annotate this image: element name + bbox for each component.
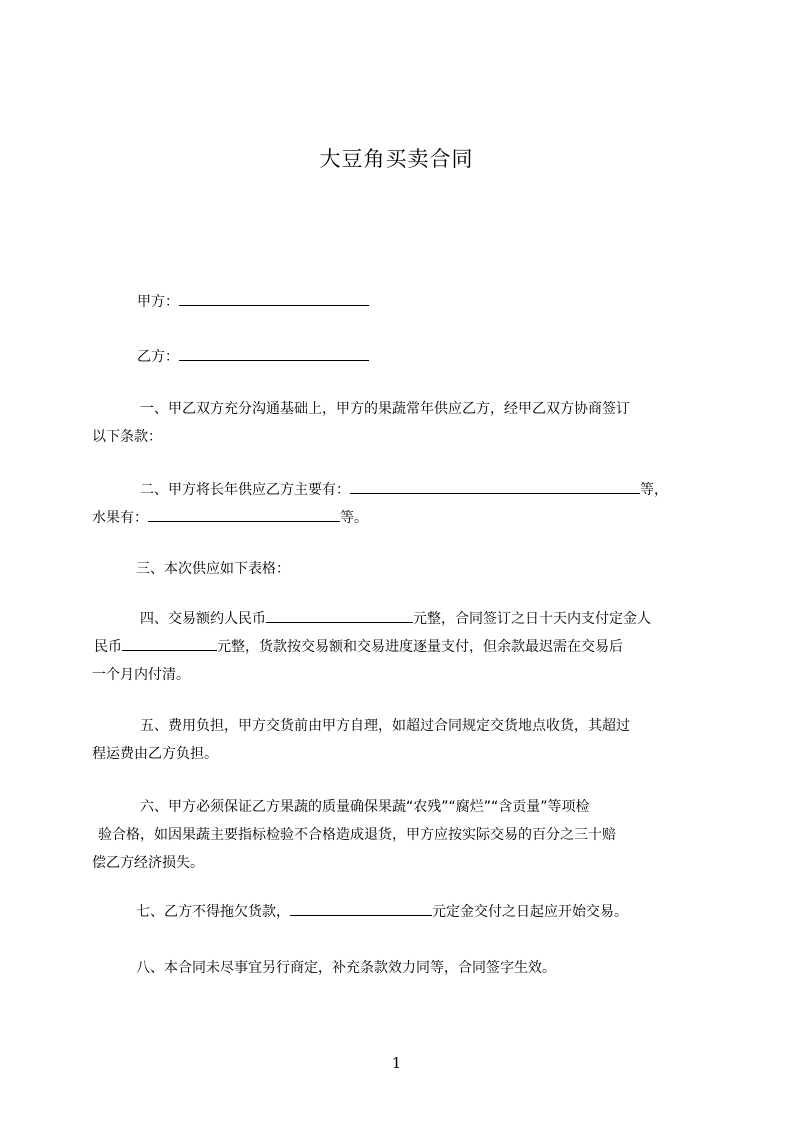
clause-4	[92, 605, 702, 689]
clause-2-fruit-label: 水果有：	[92, 510, 148, 526]
clause-1-line-1: 一、甲乙双方充分沟通基础上，甲方的果蔬常年供应乙方，经甲乙双方协商签订	[140, 401, 630, 417]
clause-2-line-1	[106, 476, 702, 504]
clause-7-suffix: 元定金交付之日起应开始交易。	[432, 904, 628, 920]
clause-5-line-1: 五、费用负担，甲方交货前由甲方自理，如超过合同规定交货地点收货，其超过	[140, 718, 630, 734]
party-b-blank	[179, 346, 369, 361]
party-b-label: 乙方：	[137, 349, 179, 365]
clause-2-suffix: 等，	[640, 482, 668, 498]
clause-2-fruit-suffix: 等。	[340, 510, 368, 526]
clause-2-blank-2	[148, 507, 340, 522]
party-a-blank	[179, 291, 369, 306]
clause-6-line-1: 六、甲方必须保证乙方果蔬的质量确保果蔬“农残”“腐烂”“含贡量”等项检	[140, 799, 590, 815]
clause-4-line-1	[106, 605, 702, 633]
page-number: 1	[391, 1054, 402, 1072]
clause-2-blank-1	[350, 479, 640, 494]
clause-4-line-2-prefix: 民币	[94, 639, 122, 655]
clause-2-prefix: 二、甲方将长年供应乙方主要有：	[140, 482, 350, 498]
clause-8	[106, 954, 702, 982]
party-a-label: 甲方：	[137, 294, 179, 310]
clause-1	[92, 395, 702, 451]
clause-4-prefix: 四、交易额约人民币	[140, 611, 266, 627]
clause-4-line-2	[94, 633, 702, 661]
clause-2-line-2	[92, 504, 702, 532]
clause-4-blank-1	[266, 608, 413, 623]
clause-5	[92, 712, 702, 768]
clause-1-line-2: 以下条款：	[92, 429, 162, 445]
clause-4-line-2-suffix: 元整，货款按交易额和交易进度逐量支付，但余款最迟需在交易后	[217, 639, 623, 655]
clause-8-line: 八、本合同未尽事宜另行商定，补充条款效力同等，合同签字生效。	[136, 960, 556, 976]
clause-7-blank	[290, 901, 432, 916]
clause-6-line-3: 偿乙方经济损失。	[92, 855, 204, 871]
clause-4-mid: 元整，合同签订之日十天内支付定金人	[413, 611, 651, 627]
clause-6	[92, 793, 702, 877]
clause-7-prefix: 七、乙方不得拖欠货款，	[136, 904, 290, 920]
clause-4-line-3: 一个月内付清。	[92, 667, 190, 683]
party-a	[137, 291, 369, 311]
clause-4-blank-2	[122, 636, 217, 651]
clause-3	[106, 555, 702, 583]
clause-6-line-2: 验合格，如因果蔬主要指标检验不合格造成退货，甲方应按实际交易的百分之三十赔	[98, 827, 616, 843]
clause-2	[92, 476, 702, 532]
document-title: 大豆角买卖合同	[319, 147, 474, 171]
clause-5-line-2: 程运费由乙方负担。	[92, 746, 218, 762]
party-b	[137, 346, 369, 366]
clause-3-line: 三、本次供应如下表格：	[136, 561, 290, 577]
clause-7-line	[106, 898, 702, 926]
clause-7	[106, 898, 702, 926]
